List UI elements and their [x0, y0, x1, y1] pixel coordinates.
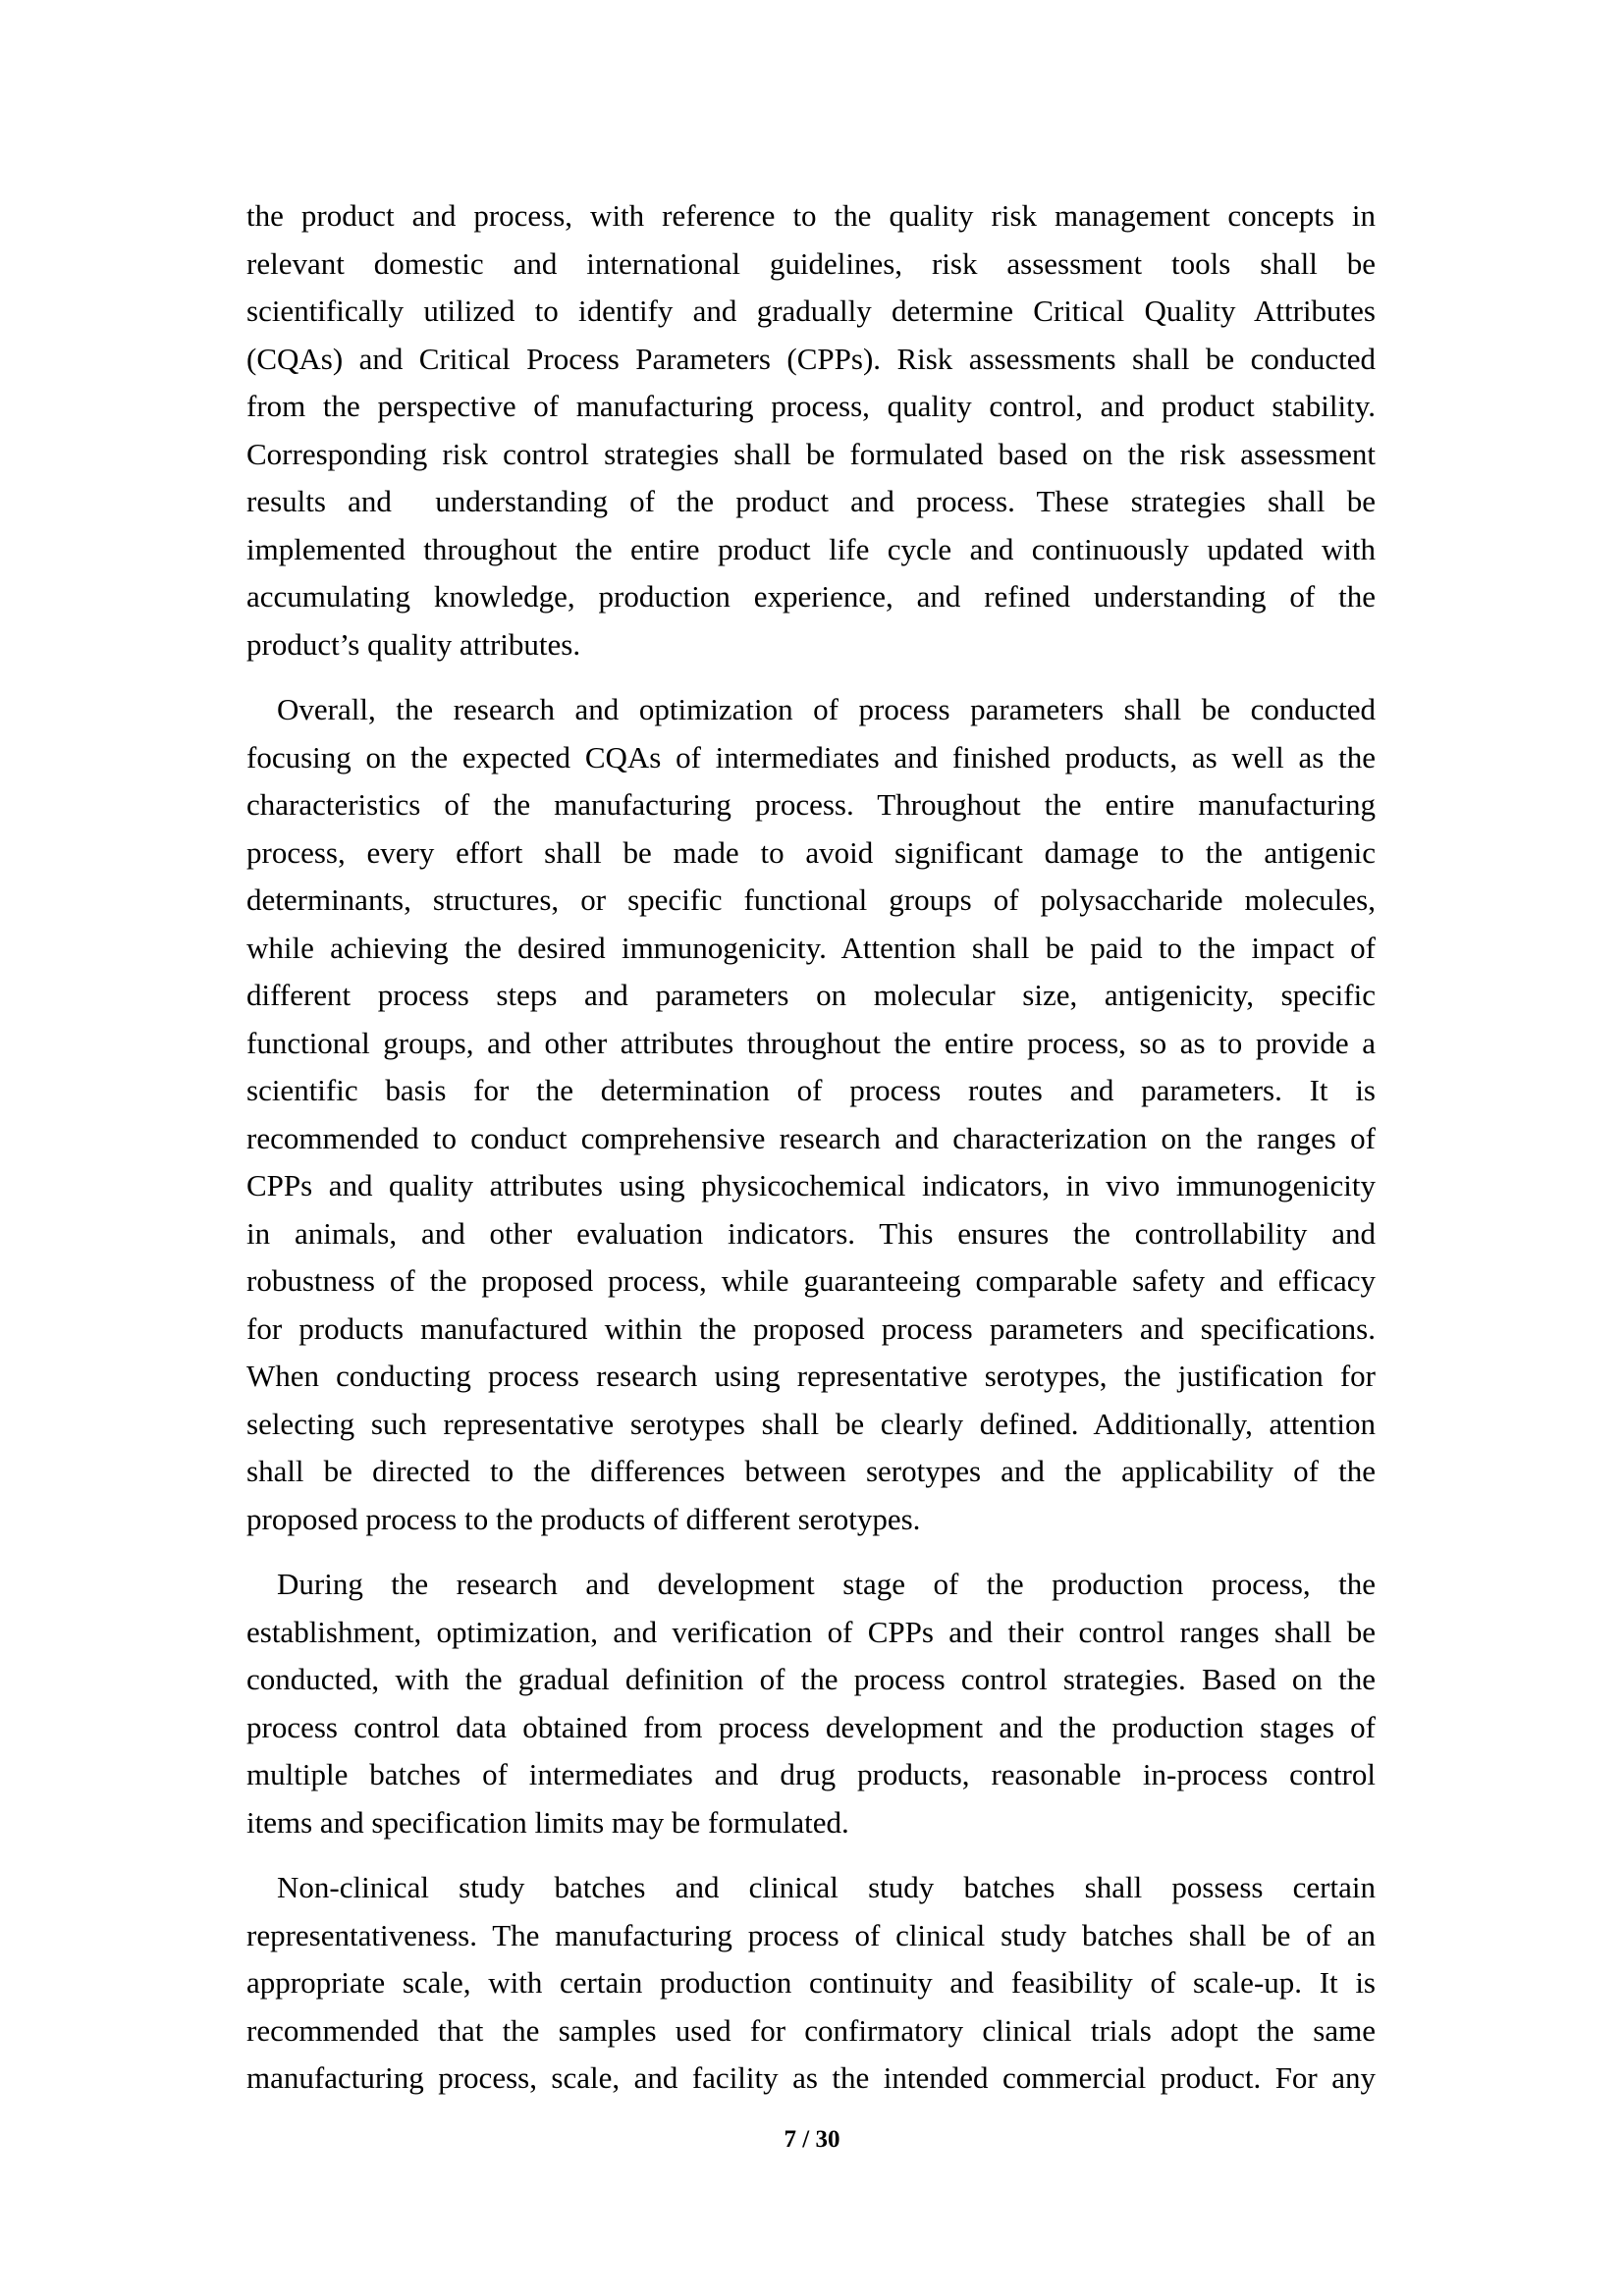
paragraph	[246, 1561, 1376, 1846]
text-line: selecting such representative serotypes shall be clearly defined. Additionally, attention	[246, 1406, 1376, 1441]
text-line: During the research and development stage of the production process, the	[277, 1567, 1376, 1601]
text-line: representativeness. The manufacturing process of clinical study batches shall be of an	[246, 1917, 1376, 1952]
text-line: multiple batches of intermediates and drug products, reasonable in-process control	[246, 1757, 1376, 1791]
text-line: from the perspective of manufacturing process, quality control, and product stability.	[246, 389, 1376, 423]
text-line: (CQAs) and Critical Process Parameters (CPPs). Risk assessments shall be conducted	[246, 341, 1376, 376]
text-line: while achieving the desired immunogenicity. Attention shall be paid to the impact of	[246, 930, 1376, 965]
page-number: 7 / 30	[784, 2126, 840, 2153]
text-line: different process steps and parameters on molecular size, antigenicity, specific	[246, 978, 1376, 1012]
text-line: appropriate scale, with certain production continuity and feasibility of scale-up. It is	[246, 1965, 1376, 2000]
paragraph	[246, 1864, 1376, 2103]
text-line: proposed process to the products of different serotypes.	[246, 1501, 921, 1536]
text-line: in animals, and other evaluation indicators. This ensures the controllability and	[246, 1215, 1376, 1251]
paragraph	[246, 686, 1376, 1543]
text-line: conducted, with the gradual definition of the process control strategies. Based on the	[246, 1662, 1376, 1696]
text-line: establishment, optimization, and verification of CPPs and their control ranges shall be	[246, 1614, 1376, 1649]
text-line: recommended that the samples used for confirmatory clinical trials adopt the same	[246, 2012, 1376, 2048]
text-line: results and understanding of the product and process. These strategies shall be	[246, 484, 1376, 518]
text-line: process, every effort shall be made to avoid significant damage to the antigenic	[246, 834, 1376, 870]
text-line: Corresponding risk control strategies shall be formulated based on the risk assessment	[246, 436, 1376, 471]
text-line: recommended to conduct comprehensive research and characterization on the ranges of	[246, 1120, 1376, 1155]
text-line: Overall, the research and optimization of process parameters shall be conducted	[277, 692, 1376, 726]
paragraph	[246, 192, 1376, 668]
text-line: process control data obtained from process development and the production stages of	[246, 1709, 1376, 1744]
text-line: for products manufactured within the proposed process parameters and specifications.	[246, 1310, 1376, 1346]
text-line: implemented throughout the entire product life cycle and continuously updated with	[246, 531, 1376, 566]
text-line: the product and process, with reference to the quality risk management concepts in	[246, 198, 1376, 233]
text-line: accumulating knowledge, production experience, and refined understanding of the	[246, 579, 1376, 614]
text-line: functional groups, and other attributes throughout the entire process, so as to provide a	[246, 1025, 1376, 1060]
text-line: manufacturing process, scale, and facility as the intended commercial product. For any	[246, 2060, 1376, 2095]
text-line: robustness of the proposed process, while guaranteeing comparable safety and efficacy	[246, 1263, 1376, 1298]
text-line: determinants, structures, or specific functional groups of polysaccharide molecules,	[246, 882, 1376, 917]
text-line: scientifically utilized to identify and gradually determine Critical Quality Attributes	[246, 294, 1376, 328]
text-line: items and specification limits may be formulated.	[246, 1804, 849, 1840]
text-line: shall be directed to the differences between serotypes and the applicability of the	[246, 1454, 1376, 1488]
text-line: relevant domestic and international guidelines, risk assessment tools shall be	[246, 245, 1376, 281]
text-line: CPPs and quality attributes using physicochemical indicators, in vivo immunogenicity	[246, 1168, 1376, 1202]
text-line: characteristics of the manufacturing process. Throughout the entire manufacturing	[246, 787, 1376, 822]
text-line: product’s quality attributes.	[246, 626, 581, 662]
body-text	[246, 192, 1376, 2120]
text-line: When conducting process research using representative serotypes, the justification for	[246, 1359, 1376, 1393]
text-line: focusing on the expected CQAs of intermediates and finished products, as well as the	[246, 739, 1376, 774]
text-line: Non-clinical study batches and clinical study batches shall possess certain	[277, 1870, 1376, 1904]
text-line: scientific basis for the determination of process routes and parameters. It is	[246, 1073, 1376, 1107]
